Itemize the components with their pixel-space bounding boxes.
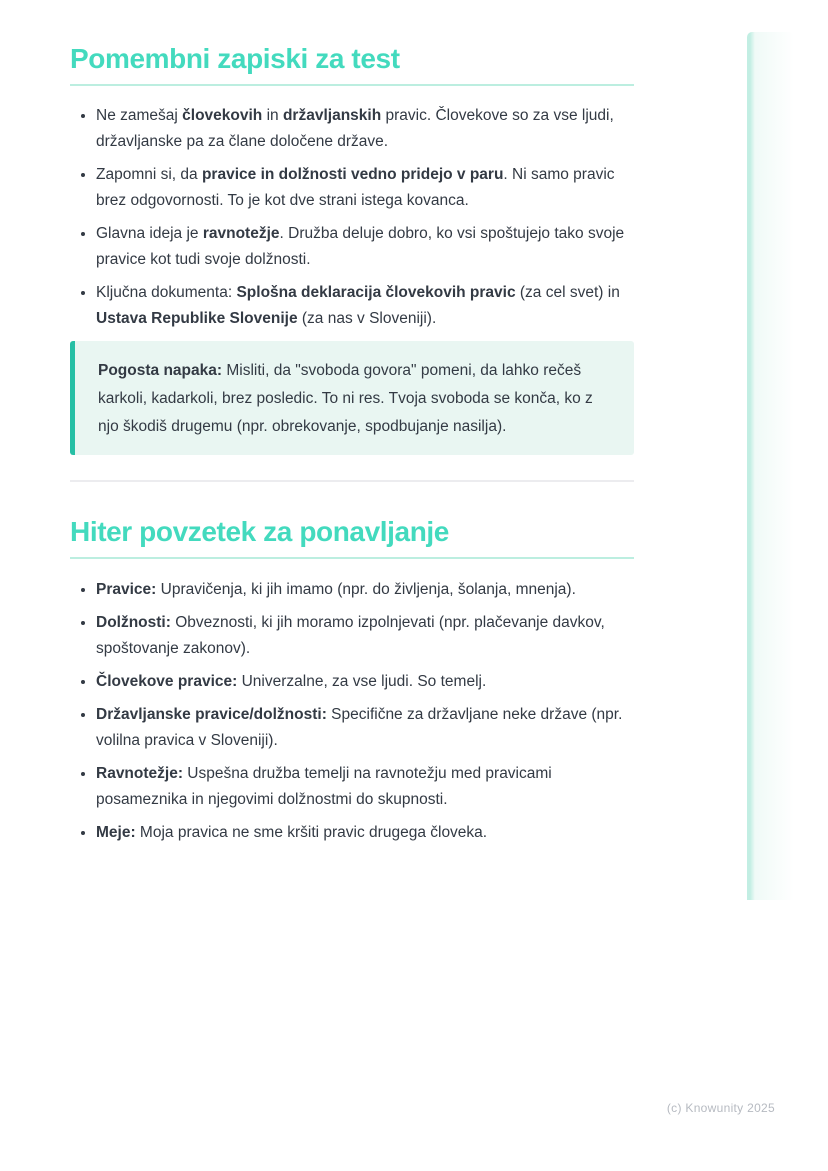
- bold-text: Meje:: [96, 824, 136, 841]
- bold-text: Pogosta napaka:: [98, 362, 223, 379]
- list-item: [96, 761, 634, 813]
- section-title-notes: Pomembni zapiski za test: [70, 43, 400, 74]
- document-content: [70, 0, 634, 853]
- plain-text: Specifične za državljane neke države (npr. volilna pravica v Sloveniji).: [96, 706, 623, 749]
- plain-text: (za nas v Sloveniji).: [297, 310, 437, 327]
- plain-text: Ključna dokumenta:: [96, 284, 237, 301]
- list-item: [96, 702, 634, 754]
- list-item: [96, 280, 634, 332]
- callout-common-mistake: [70, 341, 634, 455]
- plain-text: Obveznosti, ki jih moramo izpolnjevati (npr. plačevanje davkov, spoštovanje zakonov).: [96, 614, 605, 657]
- bold-text: Človekove pravice:: [96, 673, 238, 690]
- bold-text: ravnotežje: [202, 225, 280, 242]
- bold-text: pravice in dolžnosti vedno pridejo v paru: [201, 166, 504, 183]
- bold-text: Ustava Republike Slovenije: [96, 310, 298, 327]
- callout-text: [98, 357, 610, 441]
- notes-bullet-list: [70, 103, 634, 332]
- section-important-notes: [70, 42, 634, 455]
- bold-text: Državljanske pravice/dolžnosti:: [96, 706, 327, 723]
- bold-text: človekovih: [182, 107, 263, 124]
- bold-text: Dolžnosti:: [96, 614, 171, 631]
- plain-text: (za cel svet) in: [515, 284, 620, 301]
- plain-text: Univerzalne, za vse ljudi. So temelj.: [237, 673, 487, 690]
- plain-text: Zapomni si, da: [96, 166, 202, 183]
- plain-text: Misliti, da "svoboda govora" pomeni, da lahko rečeš karkoli, kadarkoli, brez posledic. To ni res. Tvoja svoboda se konča, ko z njo škodiš drugemu (npr. obrekovanje, spodbujanje nasilja).: [98, 362, 593, 435]
- bold-text: državljanskih: [282, 107, 382, 124]
- section-quick-summary: [70, 515, 634, 846]
- plain-text: Upravičenja, ki jih imamo (npr. do življenja, šolanja, mnenja).: [156, 581, 576, 598]
- footer-copyright: (c) Knowunity 2025: [666, 1101, 775, 1115]
- list-item: [96, 577, 634, 603]
- plain-text: Moja pravica ne sme kršiti pravic drugega človeka.: [135, 824, 488, 841]
- list-item: [96, 820, 634, 846]
- plain-text: . Družba deluje dobro, ko vsi spoštujejo tako svoje pravice kot tudi svoje dolžnosti.: [96, 225, 625, 268]
- bold-text: Splošna deklaracija človekovih pravic: [236, 284, 516, 301]
- list-item: [96, 221, 634, 273]
- plain-text: Uspešna družba temelji na ravnotežju med pravicami posameznika in njegovimi dolžnostmi do skupnosti.: [96, 765, 552, 808]
- bold-text: Ravnotežje:: [96, 765, 183, 782]
- plain-text: Ne zamešaj: [96, 107, 183, 124]
- section-divider: [70, 480, 634, 482]
- heading-rule: [70, 84, 634, 86]
- section-title-summary: Hiter povzetek za ponavljanje: [70, 516, 449, 547]
- plain-text: pravic. Človekove so za vse ljudi, državljanske pa za člane določene države.: [96, 107, 614, 150]
- bold-text: Pravice:: [96, 581, 157, 598]
- plain-text: Glavna ideja je: [96, 225, 203, 242]
- plain-text: in: [262, 107, 283, 124]
- summary-bullet-list: [70, 577, 634, 846]
- list-item: [96, 162, 634, 214]
- plain-text: . Ni samo pravic brez odgovornosti. To je kot dve strani istega kovanca.: [96, 166, 615, 209]
- list-item: [96, 610, 634, 662]
- list-item: [96, 669, 634, 695]
- heading-rule: [70, 557, 634, 559]
- page-edge-decoration: [747, 32, 794, 900]
- list-item: [96, 103, 634, 155]
